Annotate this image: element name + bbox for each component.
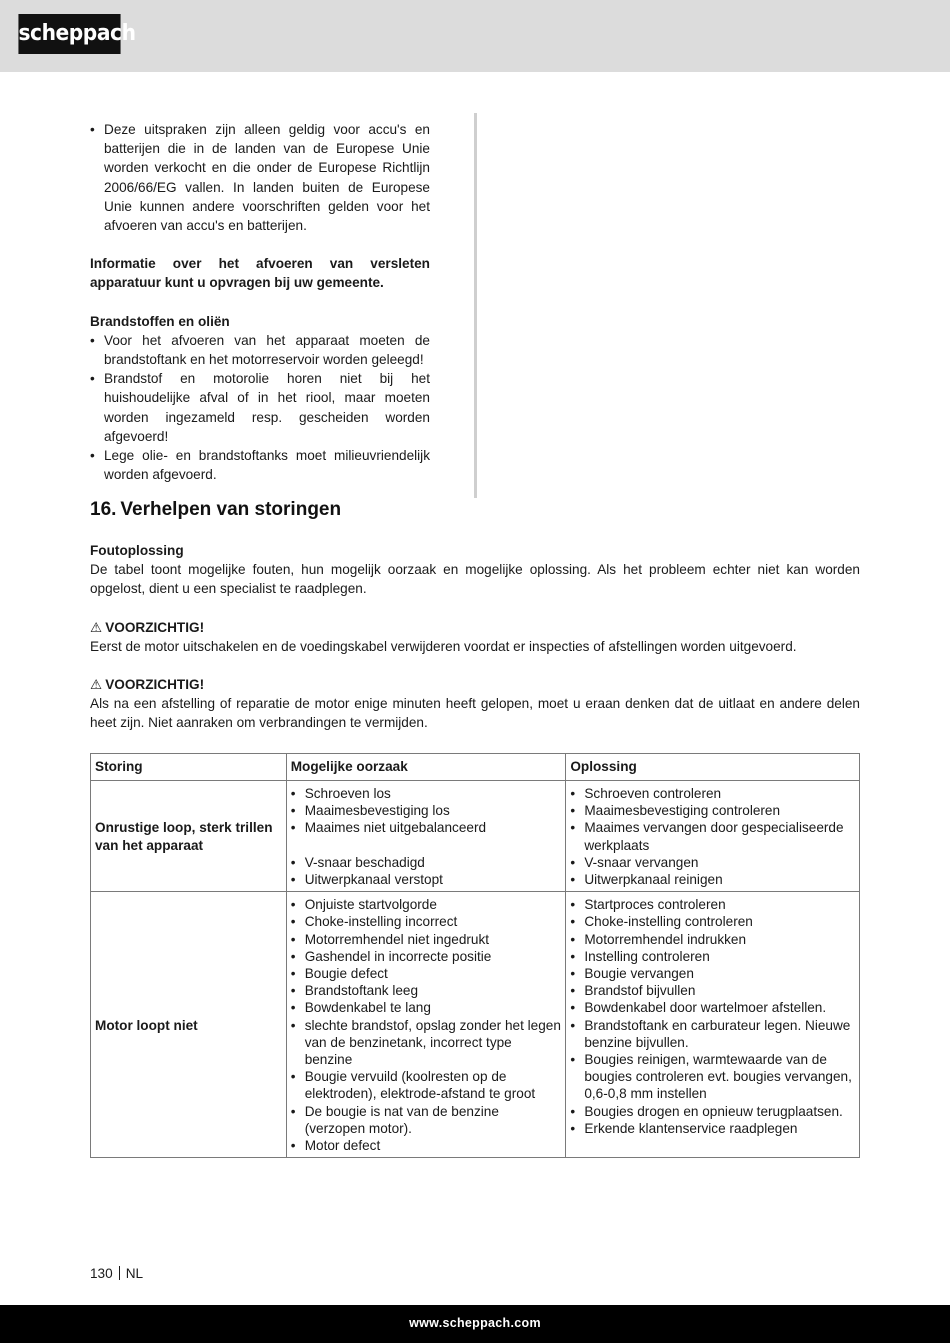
left-column — [90, 120, 430, 484]
list-item: • Startproces controleren — [570, 896, 855, 913]
column-header: Mogelijke oorzaak — [286, 754, 566, 781]
list-item: • Voor het afvoeren van het apparaat moeten de brandstoftank en het motorreservoir worden geleegd! — [90, 331, 430, 369]
list-item: • Maaimesbevestiging controleren — [570, 802, 855, 819]
page-header — [0, 0, 950, 72]
list-item: • Schroeven controleren — [570, 785, 855, 802]
solutions-cell — [566, 892, 860, 1158]
page-number: 130 — [90, 1266, 113, 1281]
list-item: • Instelling controleren — [570, 948, 855, 965]
intro-text: De tabel toont mogelijke fouten, hun mogelijk oorzaak en mogelijke oplossing. Als het probleem echter niet kan worden opgelost, dient u een specialist te raadplegen. — [90, 562, 860, 597]
solutions-cell — [566, 781, 860, 892]
brand-logo: scheppach — [18, 14, 120, 54]
warning-triangle-icon: ⚠ — [90, 677, 103, 693]
list-item: • Bougies drogen en opnieuw terugplaatsen. — [570, 1103, 855, 1120]
list-item: • Bougie defect — [291, 965, 562, 982]
list-item: • Motorremhendel indrukken — [570, 931, 855, 948]
battery-bullets — [90, 120, 430, 235]
list-item: • Maaimes niet uitgebalanceerd — [291, 819, 562, 836]
warning-triangle-icon: ⚠ — [90, 619, 103, 635]
section-title — [90, 498, 341, 522]
list-item: • V-snaar beschadigd — [291, 854, 562, 871]
list-item — [291, 837, 562, 854]
warning-label: VOORZICHTIG! — [105, 677, 205, 693]
separator — [119, 1266, 120, 1280]
list-item: • Bowdenkabel door wartelmoer afstellen. — [570, 999, 855, 1016]
list-item: • Uitwerpkanaal verstopt — [291, 871, 562, 888]
list-item: • Schroeven los — [291, 785, 562, 802]
list-item: • Deze uitspraken zijn alleen geldig voor accu's en batterijen die in de landen van de Europese Unie worden verkocht en die onder de Europese Richtlijn 2006/66/EG vallen. In landen buiten de Europese Unie kunnen andere voorschriften gelden voor het afvoeren van accu's en batterijen. — [90, 120, 430, 235]
list-item: • Choke-instelling controleren — [570, 913, 855, 930]
warning-heading — [90, 675, 860, 694]
warning-text: Eerst de motor uitschakelen en de voedingskabel verwijderen voordat er inspecties of afstellingen worden uitgevoerd. — [90, 638, 797, 654]
causes-cell — [286, 892, 566, 1158]
troubleshooting-intro — [90, 541, 860, 733]
troubleshooting-table — [90, 753, 860, 1158]
footer-bar — [0, 1305, 950, 1343]
disposal-info: Informatie over het afvoeren van versleten apparatuur kunt u opvragen bij uw gemeente. — [90, 256, 430, 291]
fuels-heading: Brandstoffen en oliën — [90, 313, 230, 329]
list-item: • Bougies reinigen, warmtewaarde van de bougies controleren evt. bougies vervangen, 0,6-0,8 mm instellen — [570, 1051, 855, 1103]
column-header: Storing — [91, 754, 287, 781]
table-row — [91, 892, 860, 1158]
list-item: • Bougie vervuild (koolresten op de elektroden), elektrode-afstand te groot — [291, 1068, 562, 1102]
list-item: • Bougie vervangen — [570, 965, 855, 982]
sub-heading: Foutoplossing — [90, 543, 184, 558]
page-footer-info — [90, 1264, 143, 1283]
section-number: 16. — [90, 499, 117, 520]
list-item: • Gashendel in incorrecte positie — [291, 948, 562, 965]
warning-text: Als na een afstelling of reparatie de motor enige minuten heeft gelopen, moet u eraan denken dat de uitlaat en andere delen heet zijn. Niet aanraken om verbrandingen te vermijden. — [90, 696, 860, 731]
website-link[interactable]: www.scheppach.com — [409, 1316, 541, 1330]
list-item: • Brandstof en motorolie horen niet bij het huishoudelijke afval of in het riool, maar moeten worden ingezameld resp. gescheiden worden afgevoerd! — [90, 369, 430, 446]
table-header-row — [91, 754, 860, 781]
list-item: • V-snaar vervangen — [570, 854, 855, 871]
fuels-bullets — [90, 331, 430, 485]
fault-cell: Motor loopt niet — [91, 892, 287, 1158]
list-item: • Brandstoftank en carburateur legen. Nieuwe benzine bijvullen. — [570, 1017, 855, 1051]
table-row — [91, 781, 860, 892]
list-item: • Lege olie- en brandstoftanks moet milieuvriendelijk worden afgevoerd. — [90, 446, 430, 484]
list-item: • Erkende klantenservice raadplegen — [570, 1120, 855, 1137]
list-item: • Choke-instelling incorrect — [291, 913, 562, 930]
section-title-text: Verhelpen van storingen — [120, 499, 342, 520]
list-item: • Onjuiste startvolgorde — [291, 896, 562, 913]
list-item: • Bowdenkabel te lang — [291, 999, 562, 1016]
list-item: • Maaimesbevestiging los — [291, 802, 562, 819]
list-item: • De bougie is nat van de benzine (verzopen motor). — [291, 1103, 562, 1137]
warning-label: VOORZICHTIG! — [105, 619, 205, 635]
list-item: • Motorremhendel niet ingedrukt — [291, 931, 562, 948]
list-item: • Maaimes vervangen door gespecialiseerde werkplaats — [570, 819, 855, 853]
column-divider — [474, 113, 477, 498]
list-item: • Brandstof bijvullen — [570, 982, 855, 999]
list-item: • Motor defect — [291, 1137, 562, 1154]
list-item: • Uitwerpkanaal reinigen — [570, 871, 855, 888]
causes-cell — [286, 781, 566, 892]
fault-cell: Onrustige loop, sterk trillen van het apparaat — [91, 781, 287, 892]
language-code: NL — [125, 1266, 144, 1281]
column-header: Oplossing — [566, 754, 860, 781]
list-item: • slechte brandstof, opslag zonder het legen van de benzinetank, incorrect type benzine — [291, 1017, 562, 1069]
warning-heading — [90, 618, 860, 637]
list-item: • Brandstoftank leeg — [291, 982, 562, 999]
